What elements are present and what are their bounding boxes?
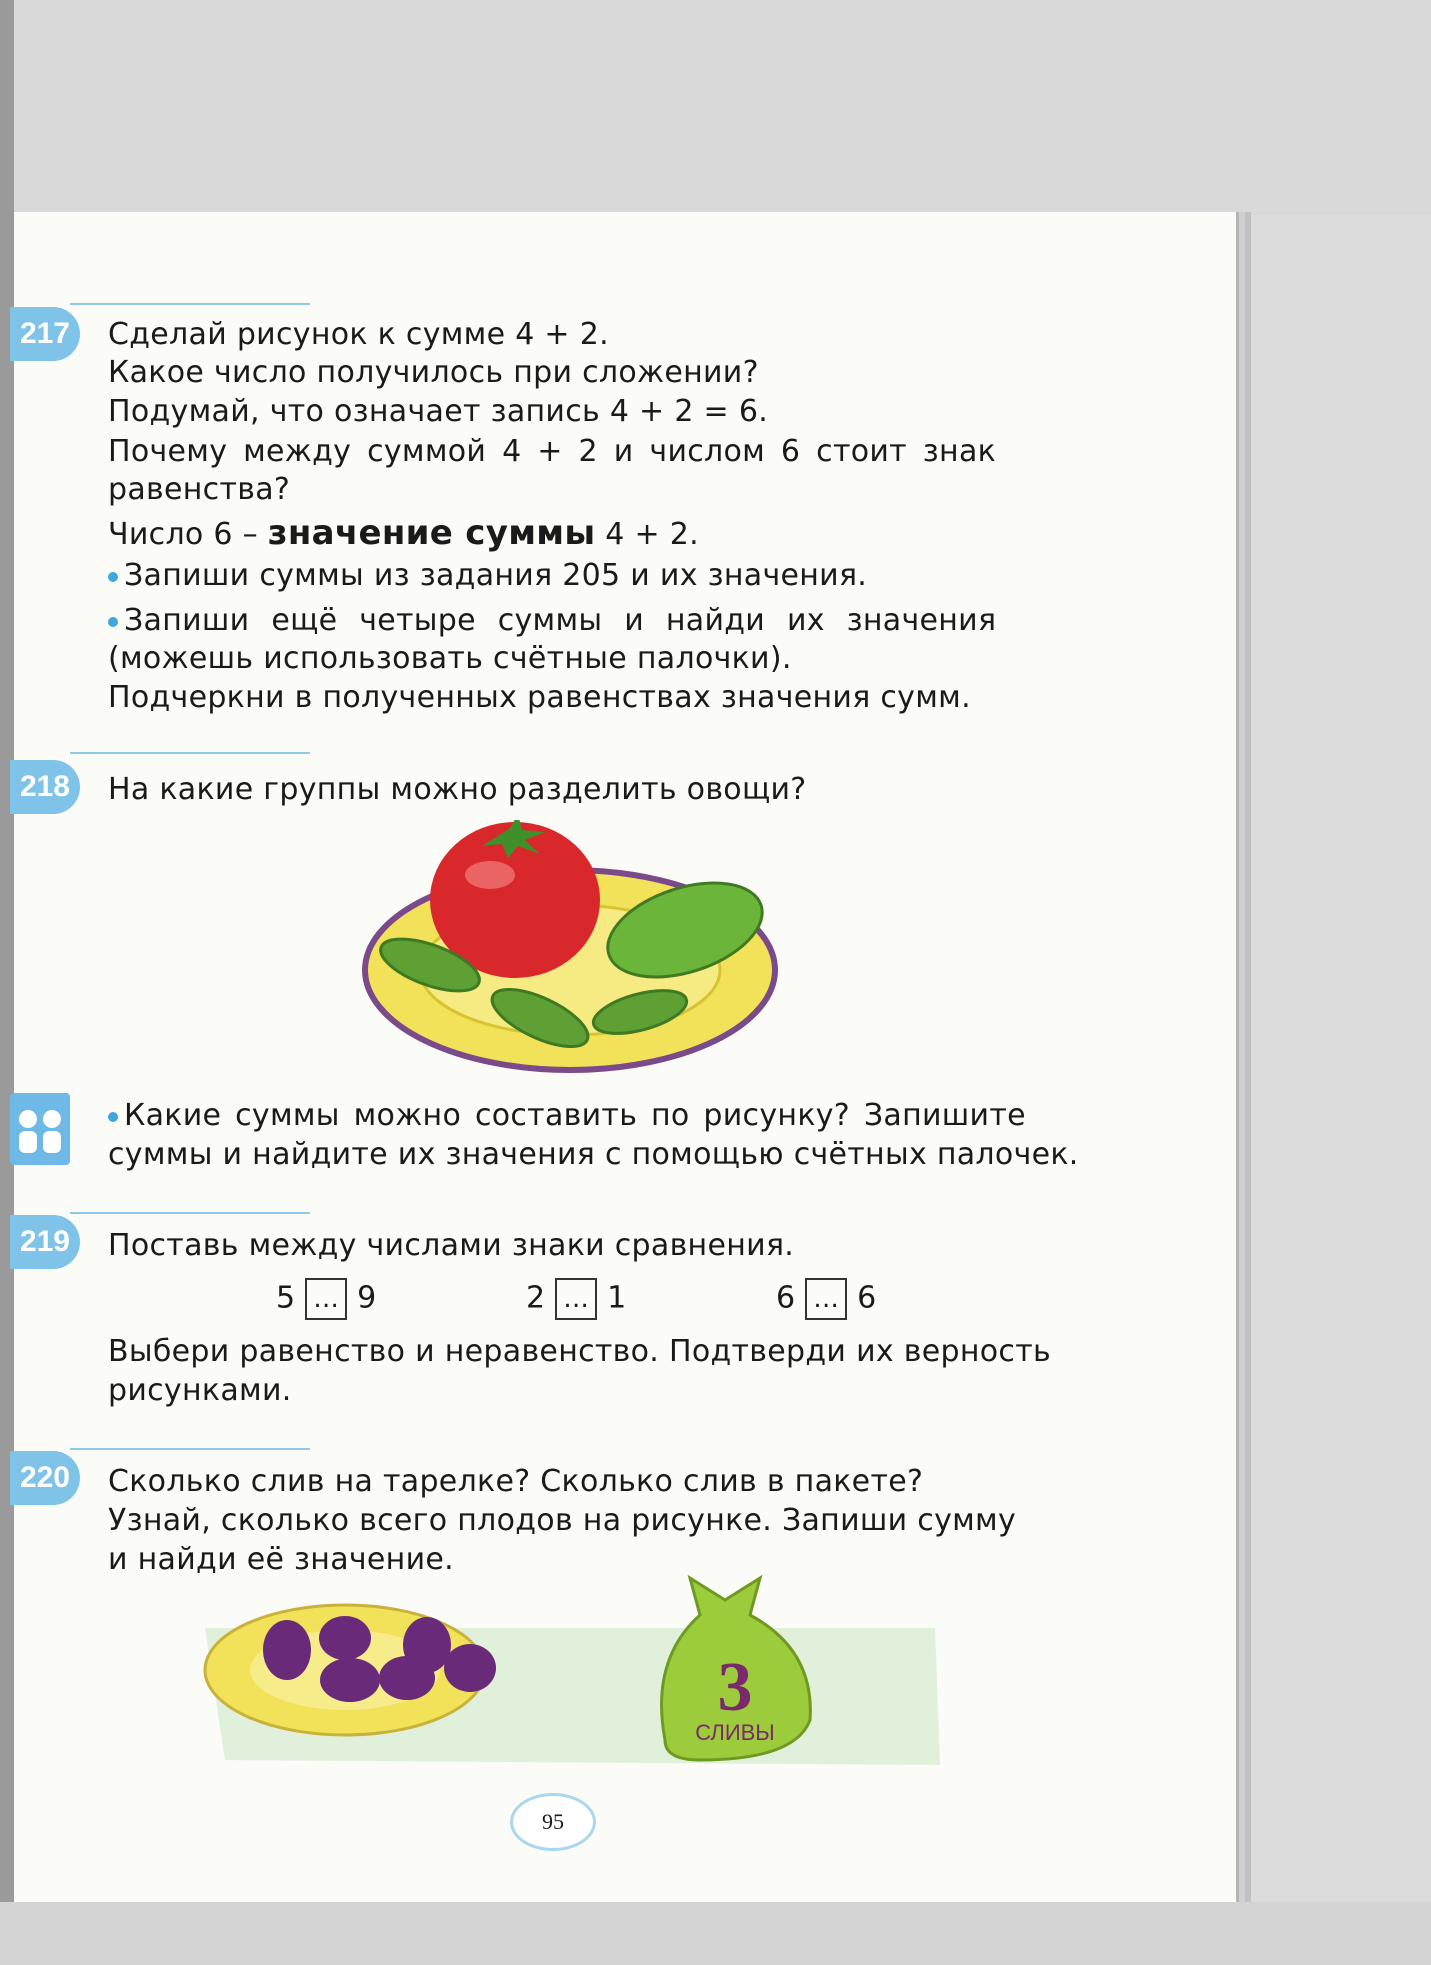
page-number-label: 95	[542, 1809, 564, 1834]
task-217-line-5: равенства?	[108, 472, 291, 507]
scan-background	[0, 0, 1431, 215]
bullet-1-text: Запиши суммы из задания 205 и их значения.	[124, 558, 868, 593]
plum	[319, 1616, 371, 1660]
task-217-bullet-1	[108, 557, 867, 595]
task-220-line-1: Сколько слив на тарелке? Сколько слив в пакете?	[108, 1464, 924, 1499]
plum	[379, 1656, 435, 1700]
task-divider	[70, 752, 310, 754]
bullet-icon	[108, 617, 118, 627]
task-number-218	[10, 760, 80, 814]
task-divider	[70, 1212, 310, 1214]
comparison-3	[776, 1278, 876, 1320]
task-218-pair-1	[108, 1097, 1026, 1135]
task-217-line-4: Почему между суммой 4 + 2 и числом 6 стоит знак	[108, 434, 997, 469]
comparison-box: ...	[555, 1278, 597, 1320]
task-219-instruction: Поставь между числами знаки сравнения.	[108, 1228, 795, 1263]
comparison-left: 6	[776, 1280, 796, 1316]
comparison-1	[276, 1278, 376, 1320]
scan-bottom	[0, 1902, 1431, 1965]
task-217-line-3: Подумай, что означает запись 4 + 2 = 6.	[108, 394, 769, 429]
definition-term: значение суммы	[267, 513, 596, 553]
plum	[444, 1644, 496, 1692]
bag-label: СЛИВЫ	[695, 1720, 775, 1745]
pair-task-text: Какие суммы можно составить по рисунку? Запишите	[124, 1098, 1026, 1133]
bullet-icon	[108, 1112, 118, 1122]
task-divider	[70, 303, 310, 305]
plum	[263, 1620, 311, 1680]
task-219-follow-1: Выбери равенство и неравенство. Подтверди их верность	[108, 1334, 1051, 1369]
bag-number: 3	[717, 1649, 753, 1726]
pair-work-icon	[10, 1093, 70, 1165]
task-number-217	[10, 307, 80, 361]
definition-start: Число 6 –	[108, 517, 258, 552]
comparison-left: 5	[276, 1280, 296, 1316]
comparison-left: 2	[526, 1280, 546, 1316]
comparison-box: ...	[305, 1278, 347, 1320]
comparison-right: 9	[357, 1280, 377, 1316]
task-217-bullet-2-cont: (можешь использовать счётные палочки).	[108, 641, 792, 676]
task-number-label: 218	[19, 770, 70, 803]
bullet-2-text: Запиши ещё четыре суммы и найди их значения	[124, 603, 997, 638]
comparison-box: ...	[805, 1278, 847, 1320]
plum	[320, 1658, 380, 1702]
task-217-bullet-2	[108, 602, 996, 640]
comparison-right: 1	[607, 1280, 627, 1316]
comparison-right: 6	[857, 1280, 877, 1316]
task-number-label: 219	[19, 1225, 70, 1258]
task-218-question: На какие группы можно разделить овощи?	[108, 772, 807, 807]
task-217-line-1: Сделай рисунок к сумме 4 + 2.	[108, 317, 609, 352]
scan-left-strip	[0, 0, 14, 1965]
task-217-final: Подчеркни в полученных равенствах значения сумм.	[108, 680, 971, 715]
task-divider	[70, 1448, 310, 1450]
tomato-highlight	[465, 861, 515, 889]
task-number-label: 217	[19, 317, 70, 350]
definition-line	[108, 514, 699, 554]
children-icon	[10, 1093, 70, 1165]
task-218-pair-2: суммы и найдите их значения с помощью счётных палочек.	[108, 1137, 1079, 1172]
task-number-label: 220	[19, 1461, 70, 1494]
task-number-219	[10, 1215, 80, 1269]
task-219-follow-2: рисунками.	[108, 1373, 292, 1408]
comparison-2	[526, 1278, 626, 1320]
plums-illustration	[195, 1560, 955, 1770]
task-220-line-3: и найди её значение.	[108, 1542, 454, 1577]
bullet-icon	[108, 572, 118, 582]
definition-end: 4 + 2.	[605, 517, 700, 552]
vegetables-illustration	[350, 820, 790, 1080]
task-220-line-2: Узнай, сколько всего плодов на рисунке. Запиши сумму	[108, 1503, 1017, 1538]
task-217-line-2: Какое число получилось при сложении?	[108, 355, 759, 390]
page-number	[510, 1793, 596, 1851]
task-number-220	[10, 1451, 80, 1505]
